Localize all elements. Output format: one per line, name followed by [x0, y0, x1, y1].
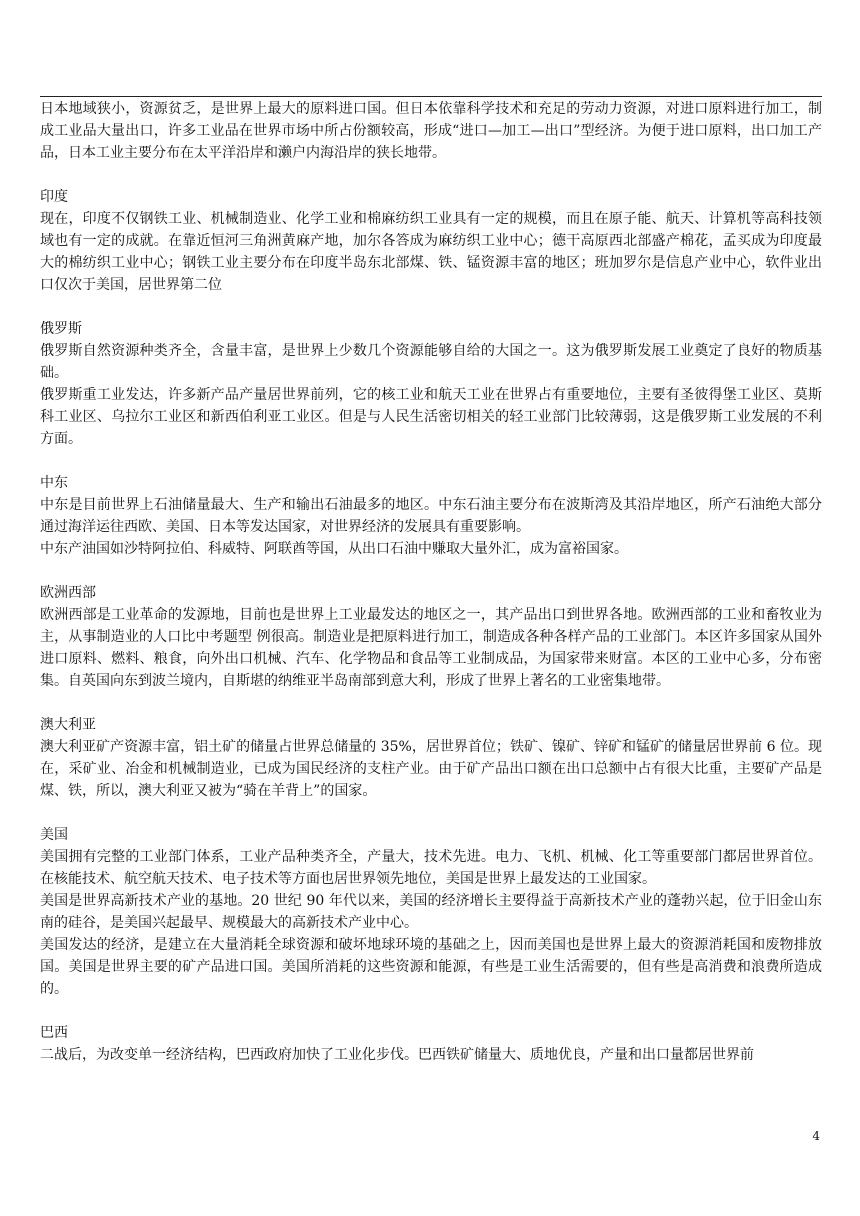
section: [40, 714, 822, 802]
section-title: 美国: [40, 827, 68, 843]
paragraph: 俄罗斯自然资源种类齐全，含量丰富，是世界上少数几个资源能够自给的大国之一。这为俄罗斯发展工业奠定了良好的物质基础。: [40, 343, 822, 381]
section: [40, 1022, 822, 1066]
paragraph: 美国拥有完整的工业部门体系，工业产品种类齐全，产量大，技术先进。电力、飞机、机械、化工等重要部门都居世界首位。在核能技术、航空航天技术、电子技术等方面也居世界领先地位，美国是世界上最发达的工业国家。: [40, 849, 822, 887]
paragraph: 中东是目前世界上石油储量最大、生产和输出石油最多的地区。中东石油主要分布在波斯湾及其沿岸地区，所产石油绝大部分通过海洋运往西欧、美国、日本等发达国家，对世界经济的发展具有重要影响。: [40, 497, 822, 535]
section-title: 巴西: [40, 1025, 68, 1041]
section-title: 澳大利亚: [40, 717, 96, 733]
header-rule: [40, 96, 822, 97]
page-number: 4: [812, 1129, 820, 1143]
section-title: 印度: [40, 189, 68, 205]
paragraph: 俄罗斯重工业发达，许多新产品产量居世界前列，它的核工业和航天工业在世界占有重要地位，主要有圣彼得堡工业区、莫斯科工业区、乌拉尔工业区和新西伯利亚工业区。但是与人民生活密切相关的轻工业部门比较薄弱，这是俄罗斯工业发展的不利方面。: [40, 387, 822, 447]
document-body: [40, 98, 822, 1088]
paragraph: 澳大利亚矿产资源丰富，铝土矿的储量占世界总储量的 35%，居世界首位；铁矿、镍矿、锌矿和锰矿的储量居世界前 6 位。现在，采矿业、冶金和机械制造业，已成为国民经济的支柱产业。由于矿产品出口额在出口总额中占有很大比重，主要矿产品是煤、铁，所以，澳大利亚又被为“骑在羊背上”的国家。: [40, 739, 822, 799]
paragraph: 中东产油国如沙特阿拉伯、科威特、阿联酋等国，从出口石油中赚取大量外汇，成为富裕国家。: [40, 541, 628, 557]
section-title: 中东: [40, 475, 68, 491]
paragraph: 二战后，为改变单一经济结构，巴西政府加快了工业化步伐。巴西铁矿储量大、质地优良，产量和出口量都居世界前: [40, 1047, 754, 1063]
section: [40, 582, 822, 692]
section: [40, 186, 822, 296]
paragraph: 日本地域狭小，资源贫乏，是世界上最大的原料进口国。但日本依靠科学技术和充足的劳动力资源，对进口原料进行加工，制成工业品大量出口，许多工业品在世界市场中所占份额较高，形成“进口—加工—出口”型经济。为便于进口原料，出口加工产品，日本工业主要分布在太平洋沿岸和濑户内海沿岸的狭长地带。: [40, 101, 822, 161]
paragraph: 现在，印度不仅钢铁工业、机械制造业、化学工业和棉麻纺织工业具有一定的规模，而且在原子能、航天、计算机等高科技领域也有一定的成就。在靠近恒河三角洲黄麻产地，加尔各答成为麻纺织工业中心；德干高原西北部盛产棉花，孟买成为印度最大的棉纺织工业中心；钢铁工业主要分布在印度半岛东北部煤、铁、锰资源丰富的地区；班加罗尔是信息产业中心，软件业出口仅次于美国，居世界第二位: [40, 211, 822, 293]
paragraph: 美国发达的经济，是建立在大量消耗全球资源和破坏地球环境的基础之上，因而美国也是世界上最大的资源消耗国和废物排放国。美国是世界主要的矿产品进口国。美国所消耗的这些资源和能源，有些是工业生活需要的，但有些是高消费和浪费所造成的。: [40, 937, 822, 997]
section-title: 俄罗斯: [40, 321, 82, 337]
section: [40, 472, 822, 560]
paragraph: 欧洲西部是工业革命的发源地，目前也是世界上工业最发达的地区之一，其产品出口到世界各地。欧洲西部的工业和畜牧业为主，从事制造业的人口比中考题型 例很高。制造业是把原料进行加工，制造成各种各样产品的工业部门。本区许多国家从国外进口原料、燃料、粮食，向外出口机械、汽车、化学物品和食品等工业制成品，为国家带来财富。本区的工业中心多，分布密集。自英国向东到波兰境内，自斯堪的纳维亚半岛南部到意大利，形成了世界上著名的工业密集地带。: [40, 607, 822, 689]
section: [40, 98, 822, 164]
section-title: 欧洲西部: [40, 585, 96, 601]
section: [40, 824, 822, 1000]
paragraph: 美国是世界高新技术产业的基地。20 世纪 90 年代以来，美国的经济增长主要得益于高新技术产业的蓬勃兴起，位于旧金山东南的硅谷，是美国兴起最早、规模最大的高新技术产业中心。: [40, 893, 822, 931]
section: [40, 318, 822, 450]
